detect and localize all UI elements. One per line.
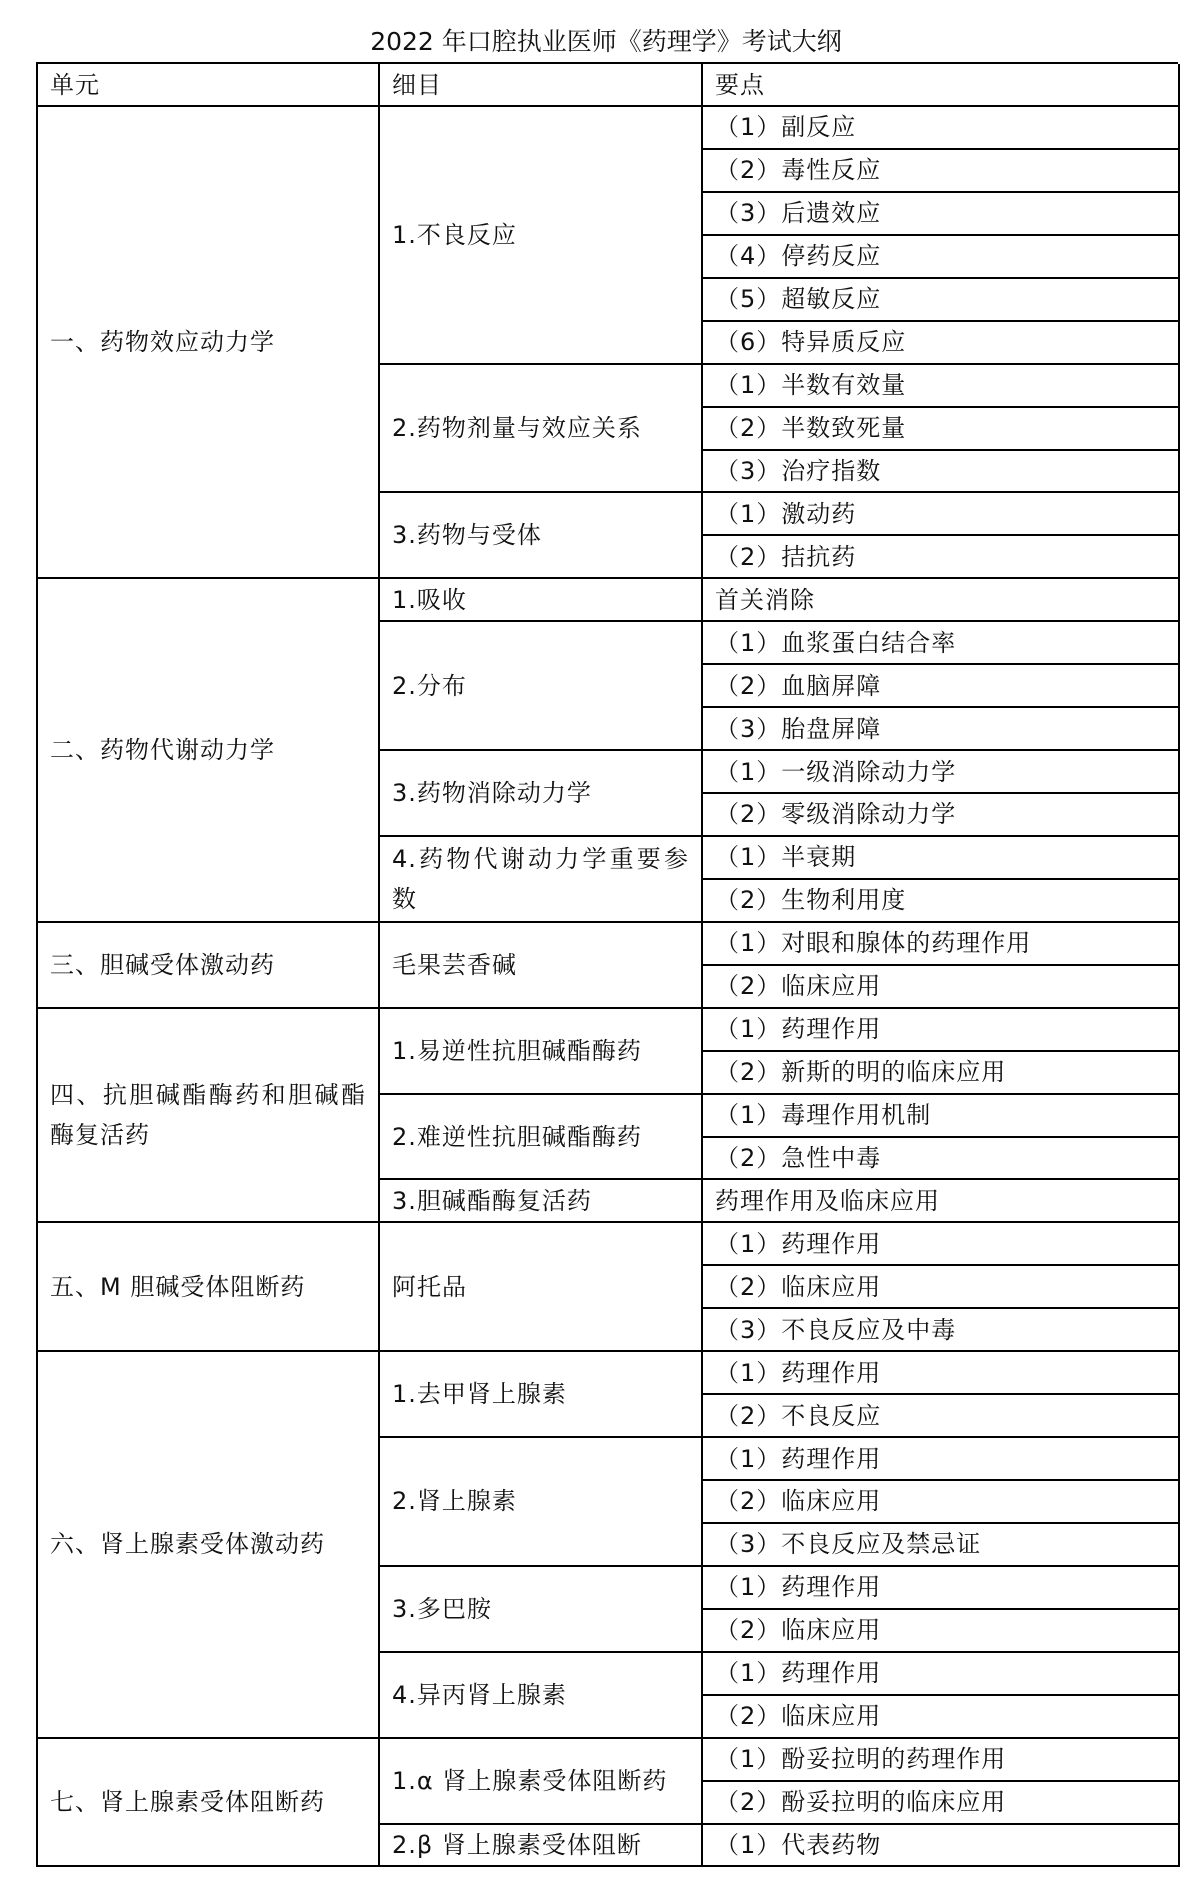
detail-cell-text: 毛果芸香碱 (392, 950, 517, 979)
point-cell-text: （2）拮抗药 (715, 542, 857, 571)
point-cell-text: （3）不良反应及中毒 (715, 1315, 957, 1344)
detail-cell-text: 2.难逆性抗胆碱酯酶药 (392, 1122, 642, 1151)
detail-cell-text: 4.药物代谢动力学重要参数 (392, 844, 689, 913)
point-cell (703, 1653, 1180, 1696)
point-cell-text: （3）后遗效应 (715, 199, 882, 228)
point-cell-text: （2）毒性反应 (715, 156, 882, 185)
detail-cell (380, 923, 703, 1009)
point-cell-text: （2）临床应用 (715, 1616, 882, 1645)
point-cell-text: （5）超敏反应 (715, 285, 882, 314)
detail-cell-text: 1.吸收 (392, 585, 467, 614)
point-cell-text: 首关消除 (715, 585, 815, 614)
detail-cell-text: 1.易逆性抗胆碱酯酶药 (392, 1036, 642, 1065)
point-cell (703, 150, 1180, 193)
point-cell-text: （1）激动药 (715, 499, 857, 528)
point-cell-text: （2）生物利用度 (715, 886, 907, 915)
point-cell (703, 322, 1180, 365)
detail-cell-text: 2.β 肾上腺素受体阻断 (392, 1830, 642, 1859)
detail-cell-text: 2.肾上腺素 (392, 1487, 517, 1516)
unit-cell-text: 三、胆碱受体激动药 (50, 950, 275, 979)
point-cell (703, 1610, 1180, 1653)
point-cell (703, 880, 1180, 923)
detail-cell-text: 2.药物剂量与效应关系 (392, 414, 642, 443)
detail-cell (380, 579, 703, 622)
point-cell (703, 622, 1180, 665)
point-cell (703, 1266, 1180, 1309)
point-cell-text: （1）半数有效量 (715, 371, 907, 400)
detail-cell (380, 1095, 703, 1181)
point-cell-text: （3）胎盘屏障 (715, 714, 882, 743)
table-header-cell (38, 64, 380, 107)
point-cell (703, 1395, 1180, 1438)
detail-cell (380, 493, 703, 579)
point-cell-text: （2）零级消除动力学 (715, 800, 957, 829)
point-cell (703, 365, 1180, 408)
detail-cell (380, 1653, 703, 1739)
point-cell (703, 107, 1180, 150)
detail-cell (380, 1438, 703, 1567)
point-cell (703, 1567, 1180, 1610)
detail-cell (380, 1825, 703, 1868)
detail-cell-text: 1.去甲肾上腺素 (392, 1380, 567, 1409)
detail-cell (380, 1180, 703, 1223)
table-header-cell-text: 单元 (50, 70, 100, 99)
point-cell-text: （4）停药反应 (715, 242, 882, 271)
unit-cell (38, 1223, 380, 1352)
unit-cell (38, 1009, 380, 1224)
point-cell (703, 966, 1180, 1009)
unit-cell (38, 579, 380, 923)
point-cell (703, 751, 1180, 794)
detail-cell-text: 阿托品 (392, 1272, 467, 1301)
page-title: 2022 年口腔执业医师《药理学》考试大纲 (370, 27, 842, 56)
detail-cell (380, 1223, 703, 1352)
point-cell-text: （2）临床应用 (715, 1272, 882, 1301)
point-cell-text: （1）毒理作用机制 (715, 1101, 932, 1130)
point-cell (703, 1138, 1180, 1181)
point-cell (703, 1825, 1180, 1868)
unit-cell-text: 四、抗胆碱酯酶药和胆碱酯酶复活药 (50, 1081, 366, 1150)
point-cell-text: （2）新斯的明的临床应用 (715, 1058, 1007, 1087)
unit-cell-text: 二、药物代谢动力学 (50, 736, 275, 765)
point-cell-text: （1）血浆蛋白结合率 (715, 628, 957, 657)
detail-cell-text: 3.药物消除动力学 (392, 779, 592, 807)
point-cell-text: （1）药理作用 (715, 1229, 882, 1258)
unit-cell (38, 1739, 380, 1868)
point-cell (703, 1524, 1180, 1567)
table-header-cell (703, 64, 1180, 107)
detail-cell (380, 837, 703, 923)
point-cell-text: （1）药理作用 (715, 1015, 882, 1044)
point-cell (703, 1052, 1180, 1095)
point-cell (703, 1223, 1180, 1266)
point-cell (703, 1481, 1180, 1524)
point-cell (703, 236, 1180, 279)
unit-cell-text: 六、肾上腺素受体激动药 (50, 1530, 325, 1559)
table-header-cell (380, 64, 703, 107)
detail-cell (380, 1352, 703, 1438)
point-cell-text: （2）临床应用 (715, 1487, 882, 1516)
unit-cell-text: 一、药物效应动力学 (50, 328, 275, 357)
point-cell-text: （2）半数致死量 (715, 414, 907, 443)
point-cell-text: （1）代表药物 (715, 1830, 882, 1859)
table-header-cell-text: 细目 (392, 70, 442, 99)
point-cell (703, 1095, 1180, 1138)
unit-cell (38, 107, 380, 579)
detail-cell-text: 3.多巴胺 (392, 1594, 492, 1623)
detail-cell (380, 751, 703, 837)
point-cell (703, 408, 1180, 451)
point-cell (703, 1309, 1180, 1352)
point-cell (703, 1782, 1180, 1825)
detail-cell-text: 3.胆碱酯酶复活药 (392, 1186, 592, 1215)
point-cell-text: （1）药理作用 (715, 1358, 882, 1387)
detail-cell-text: 1.不良反应 (392, 220, 517, 249)
point-cell-text: （1）酚妥拉明的药理作用 (715, 1745, 1007, 1774)
detail-cell (380, 1567, 703, 1653)
syllabus-table (36, 62, 1178, 1867)
point-cell-text: （1）药理作用 (715, 1444, 882, 1473)
detail-cell-text: 3.药物与受体 (392, 521, 542, 550)
point-cell (703, 1739, 1180, 1782)
unit-cell-text: 七、肾上腺素受体阻断药 (50, 1788, 325, 1817)
point-cell-text: （1）副反应 (715, 113, 857, 142)
point-cell-text: （3）不良反应及禁忌证 (715, 1530, 982, 1559)
point-cell-text: 药理作用及临床应用 (715, 1186, 940, 1215)
point-cell-text: （1）药理作用 (715, 1573, 882, 1602)
point-cell (703, 1352, 1180, 1395)
point-cell (703, 1696, 1180, 1739)
point-cell (703, 708, 1180, 751)
point-cell-text: （3）治疗指数 (715, 456, 882, 485)
unit-cell (38, 1352, 380, 1738)
detail-cell-text: 2.分布 (392, 671, 467, 700)
point-cell-text: （1）药理作用 (715, 1659, 882, 1688)
point-cell (703, 1438, 1180, 1481)
detail-cell (380, 622, 703, 751)
point-cell (703, 193, 1180, 236)
point-cell-text: （2）酚妥拉明的临床应用 (715, 1788, 1007, 1817)
point-cell-text: （2）血脑屏障 (715, 671, 882, 700)
table-header-cell-text: 要点 (715, 70, 765, 99)
point-cell (703, 923, 1180, 966)
point-cell-text: （2）临床应用 (715, 1702, 882, 1731)
point-cell (703, 1180, 1180, 1223)
detail-cell (380, 365, 703, 494)
point-cell-text: （1）对眼和腺体的药理作用 (715, 929, 1032, 958)
point-cell (703, 493, 1180, 536)
detail-cell-text: 1.α 肾上腺素受体阻断药 (392, 1766, 668, 1795)
point-cell-text: （2）急性中毒 (715, 1143, 882, 1172)
point-cell (703, 579, 1180, 622)
detail-cell (380, 1009, 703, 1095)
unit-cell-text: 五、M 胆碱受体阻断药 (50, 1272, 306, 1301)
point-cell (703, 1009, 1180, 1052)
point-cell (703, 279, 1180, 322)
point-cell-text: （1）一级消除动力学 (715, 757, 957, 786)
detail-cell (380, 107, 703, 365)
detail-cell (380, 1739, 703, 1825)
point-cell (703, 665, 1180, 708)
point-cell-text: （1）半衰期 (715, 843, 857, 872)
point-cell (703, 837, 1180, 880)
point-cell (703, 794, 1180, 837)
detail-cell-text: 4.异丙肾上腺素 (392, 1680, 567, 1709)
point-cell (703, 451, 1180, 494)
point-cell-text: （2）不良反应 (715, 1401, 882, 1430)
point-cell (703, 536, 1180, 579)
point-cell-text: （2）临床应用 (715, 972, 882, 1001)
unit-cell (38, 923, 380, 1009)
point-cell-text: （6）特异质反应 (715, 328, 907, 357)
